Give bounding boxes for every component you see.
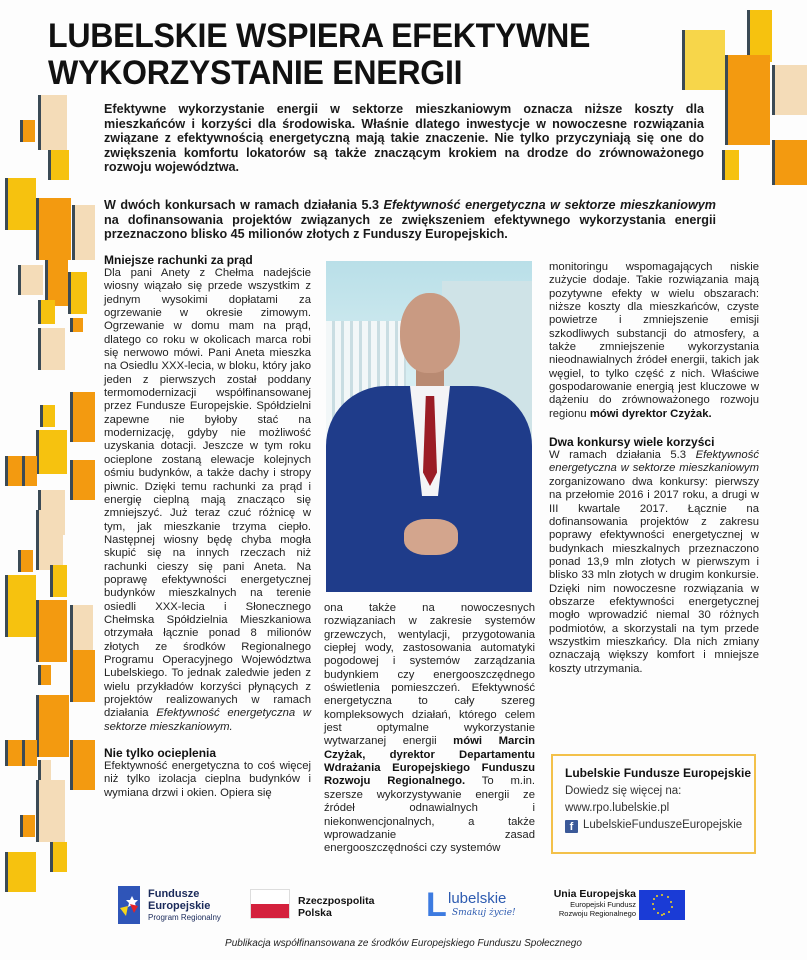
article-title — [48, 18, 643, 92]
fe-line-2: Europejskie — [148, 900, 211, 912]
section1-body — [104, 267, 311, 734]
ue-line-3: Rozwoju Regionalnego — [558, 909, 636, 918]
fe-line-3: Program Regionalny — [148, 913, 221, 922]
fundusze-europejskie-star-icon — [118, 886, 140, 924]
lubelskie-name: lubelskie — [448, 890, 507, 907]
section-heading-ocieplenia: Nie tylko ocieplenia — [104, 746, 217, 761]
info-box-title: Lubelskie Fundusze Europejskie — [565, 766, 752, 780]
lead-paragraph-2 — [104, 198, 716, 242]
column3-body — [549, 261, 759, 421]
column-1 — [104, 253, 311, 800]
website-link[interactable]: www.rpo.lubelskie.pl — [565, 802, 670, 814]
section3-text-a: W ramach działania 5.3 — [549, 449, 696, 462]
footer-note: Publikacja współfinansowana ze środków Europejskiego Funduszu Społecznego — [225, 938, 582, 949]
polish-flag-icon — [250, 889, 290, 919]
info-box-text: Dowiedz się więcej na: — [565, 785, 682, 797]
section2-body: Efektywność energetyczna to coś więcej niż tylko izolacja cieplna budynków i wymiana drzwi i okien. Opiera się — [104, 760, 311, 799]
info-box — [551, 754, 756, 854]
fe-line-1: Fundusze — [148, 888, 200, 900]
lubelskie-slogan: Smakuj życie! — [452, 908, 516, 918]
facebook-icon: f — [565, 820, 578, 833]
portrait-photo — [326, 261, 532, 592]
ue-line-2: Europejski Fundusz — [570, 900, 636, 909]
rp-line-2: Polska — [298, 907, 332, 919]
section-heading-konkursy: Dwa konkursy wiele korzyści — [549, 435, 715, 450]
lead-paragraph: Efektywne wykorzystanie energii w sektorze mieszkaniowym oznacza niższe koszty dla mieszkańców i korzyści dla środowiska. Właśnie dlatego inwestycje w nowoczesne rozwiązania związane z efektywnością energetyczną mają takie znaczenie. Nie tylko przyczyniają się one do zwiększenia komfortu lokatorów są także znaczącym krokiem na drodze do zrównoważonego rozwoju województwa. — [104, 102, 704, 175]
section-heading-rachunki: Mniejsze rachunki za prąd — [104, 253, 253, 267]
title-line-2: WYKORZYSTANIE ENERGII — [48, 54, 463, 92]
col2-text-1: ona także na nowoczesnych rozwiązaniach w zakresie systemów grzewczych, wentylacji, przygotowania ciepłej wody, zastosowania automatyki pogodowej i systemów zarządzania budynkiem czy energooszczędnego oświetlenia pomieszczeń. Efektywność energetyczna to cały szereg kompleksowych działań, którego celem jest optymalne wykorzystanie wytwarzanej energii — [324, 602, 535, 748]
col3-text-1: monitoringu wspomagających niskie zużycie dodaje. Takie rozwiązania mają pozytywne efekty w wielu obszarach: niższe koszty dla mieszkańców, czyste powietrze i zmniejszenie emisji szkodliwych substancji do atmosfery, a także zmniejszenie wykorzystania nieodnawialnych źródeł energii, takich jak węgiel, to tylko część z nich. Właściwe gospodarowanie energią jest kluczowe w dążeniu do zrównoważonego rozwoju regionu — [549, 261, 759, 420]
column2-body — [324, 602, 535, 856]
section3-text-b: zorganizowano dwa konkursy: pierwszy na przełomie 2016 i 2017 roku, a drugi w III kwartale 2017. Łącznie na dofinansowania projektów z zakresu poprawy efektywności energetycznej w budynkach mieszkalnych przeznaczono ponad 13,9 mln złotych w pierwszym i blisko 33 mln złotych w drugim konkursie. Dzięki nim nowoczesne rozwiązania w obszarze efektywności energetycznej mogło wprowadzić niemal 30 różnych podmiotów, a skorzystali na tym przede wszystkim mieszkańcy. Dla nich zmiany oznaczają większy komfort i mniejsze koszty utrzymania. — [549, 475, 759, 675]
rp-line-1: Rzeczpospolita — [298, 895, 375, 907]
lead2-italic: Efektywność energetyczna w sektorze mieszkaniowym — [383, 198, 716, 212]
column-3 — [549, 261, 759, 676]
title-line-1: LUBELSKIE WSPIERA EFEKTYWNE — [48, 17, 591, 55]
logo-bar — [118, 882, 698, 927]
facebook-link[interactable] — [565, 819, 754, 833]
lead2-text-b: na dofinansowania projektów związanych ze zwiększeniem efektywnego wykorzystania energii przeznaczono blisko 45 milionów złotych z Funduszy Europejskich. — [104, 212, 716, 242]
col3-attribution: mówi dyrektor Czyżak. — [589, 407, 712, 420]
section1-text: Dla pani Anety z Chełma nadejście wiosny wiązało się przede wszystkim z jednym wysokimi dopłatami za ogrzewanie w okresie zimowym. Ogrzewanie w domu mam na prąd, dlatego co roku w okolicach marca robi się nerwowo mówi. Pani Aneta mieszka na Osiedlu XXX-lecia, w bloku, który jako jeden z pierwszych został poddany termomodernizacji współfinansowanej przez Fundusze Europejskie. Spółdzielni zapewne nie byłoby stać na modernizację, gdyby nie możliwość uzyskania dotacji. Jeszcze w tym roku ocieplone zostaną elewacje kolejnych ośmiu budynków, a także dachy i stropy piwnic. Dzięki temu rachunki za prąd i energię cieplną mają znacząco się zmniejszyć. Już teraz czuć różnicę w tym, jak mieszkanie trzyma ciepło. Następnej wiosny będę chyba mogła skupić się na innych rzeczach niż rachunki cieszy się pani Aneta. Na poprawę efektywności energetycznej budynków mieszkalnych na terenie osiedli XXX-lecia i Słonecznego Chełmska Spółdzielnia Mieszkaniowa otrzymała łącznie ponad 8 milionów złotych ze środków Regionalnego Programu Operacyjnego Województwa Lubelskiego. To jednak zaledwie jeden z wielu przykładów korzyści płynących z projektów realizowanych w ramach działania — [104, 267, 311, 720]
logo-lubelskie — [420, 888, 520, 922]
col2-quote-attribution: mówi Marcin Czyżak, dyrektor Departamentu Wdrażania Europejskiego Funduszu Rozwoju Regionalnego. — [324, 735, 535, 788]
section1-italic: Efektywność energetyczna w sektorze mieszkaniowym. — [104, 707, 311, 733]
logo-fundusze-europejskie — [118, 882, 238, 927]
eu-flag-icon — [639, 890, 685, 920]
section3-body — [549, 449, 759, 676]
lubelskie-mark: L — [426, 886, 447, 924]
lead2-text-a: W dwóch konkursach w ramach działania 5.3 — [104, 198, 384, 212]
logo-unia-europejska — [526, 888, 636, 918]
logo-rzeczpospolita — [298, 895, 374, 919]
col2-text-2: To m.in. szersze wykorzystywanie energii ze źródeł odnawialnych i niekonwencjonalnych, a także wprowadzanie zasad energooszczędności czy systemów — [324, 775, 535, 855]
column-2 — [324, 602, 535, 856]
section3-italic: Efektywność energetyczna w sektorze mieszkaniowym — [549, 449, 759, 475]
facebook-handle: LubelskieFunduszeEuropejskie — [583, 819, 743, 831]
ue-line-1: Unia Europejska — [553, 888, 636, 900]
